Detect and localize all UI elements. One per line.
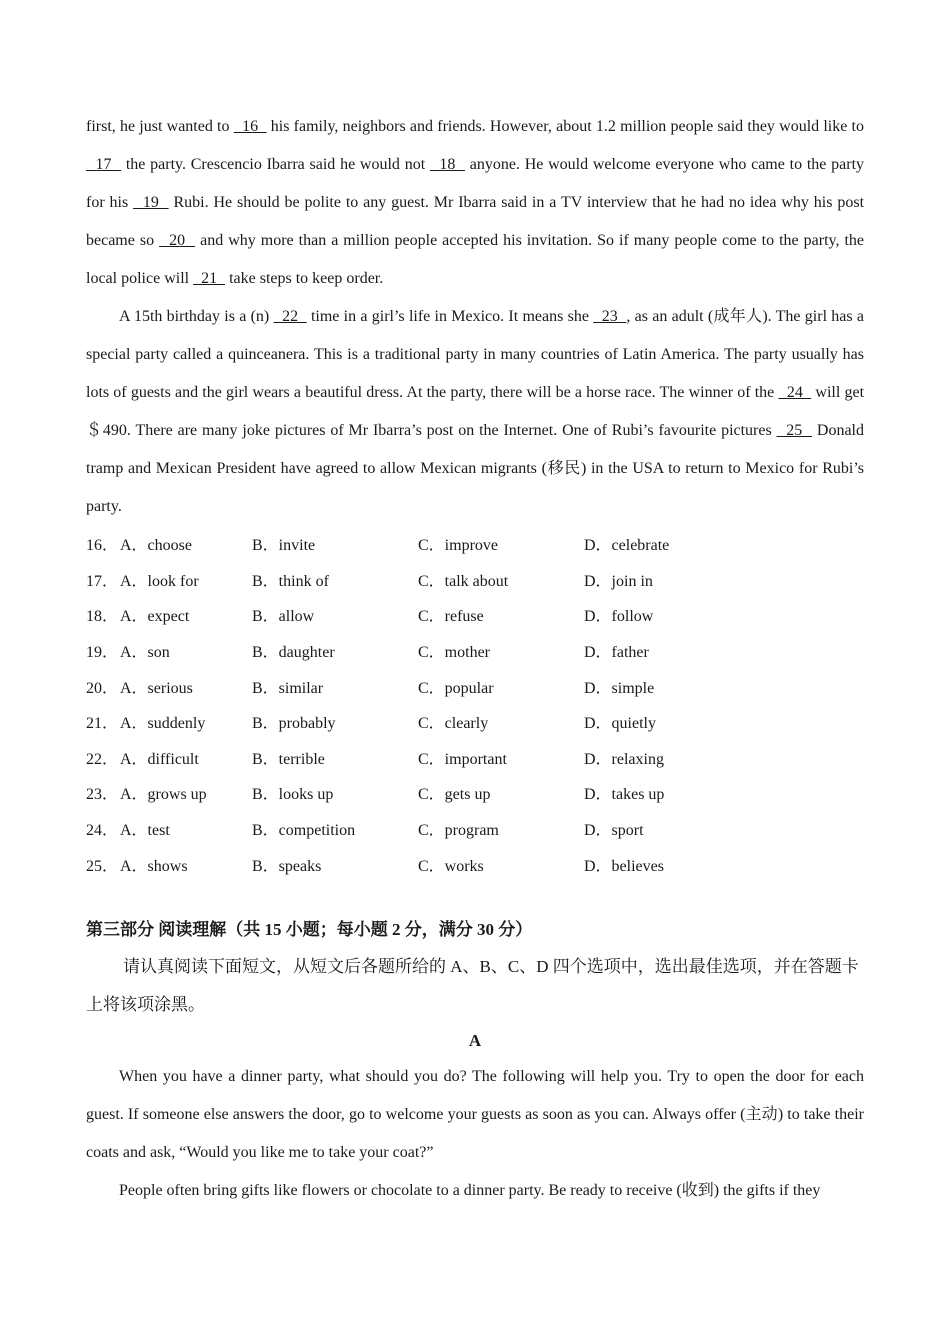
option-d: D．takes up	[584, 786, 665, 804]
passage-label: A	[468, 1030, 482, 1050]
blank-21: 21	[193, 270, 226, 287]
text: , as an adult (成年人). The girl has a special party called a quinceanera. This is a traditional party in many countries of Latin America. The party usually has lots of guests and the girl wears a beautiful dress. At the party, there will be a horse race. The winner of the	[86, 308, 865, 401]
question-row	[86, 668, 864, 704]
text: take steps to keep order.	[225, 270, 384, 287]
question-number: 21．	[86, 715, 119, 733]
question-number: 23．	[86, 786, 119, 804]
option-b: B．think of	[252, 572, 329, 590]
option-d: D．sport	[584, 822, 644, 840]
option-d: D．follow	[584, 608, 654, 626]
option-d: D．father	[584, 644, 649, 662]
option-b: B．similar	[252, 679, 324, 697]
question-number: 16．	[86, 537, 119, 555]
option-b: B．competition	[252, 822, 356, 840]
question-number: 24．	[86, 822, 119, 840]
blank-25: 25	[776, 422, 813, 439]
option-a: A．test	[120, 822, 170, 840]
section-title: 第三部分 阅读理解（共 15 小题；每小题 2 分，满分 30 分）	[86, 919, 533, 939]
passage-paragraph-2: People often bring gifts like flowers or chocolate to a dinner party. Be ready to receive (收到) the gifts if they	[119, 1181, 821, 1199]
option-d: D．quietly	[584, 715, 656, 733]
option-c: C．mother	[418, 644, 490, 662]
question-number: 18．	[86, 608, 119, 626]
text: the party. Crescencio Ibarra said he would not	[121, 156, 430, 173]
question-row	[86, 704, 864, 740]
blank-23: 23	[593, 308, 627, 325]
option-c: C．gets up	[418, 786, 491, 804]
question-number: 22．	[86, 750, 119, 768]
option-d: D．simple	[584, 679, 655, 697]
blank-18: 18	[429, 156, 465, 173]
option-a: A．suddenly	[120, 715, 206, 733]
blank-19: 19	[133, 194, 169, 211]
option-a: A．shows	[120, 857, 188, 875]
text: his family, neighbors and friends. However, about 1.2 million people said they would like to	[266, 118, 865, 135]
option-a: A．look for	[120, 572, 199, 590]
text: and why more than a million people accepted his invitation. So if many people come to the party, the local police will	[86, 232, 865, 287]
cloze-paragraph-1	[86, 108, 864, 298]
cloze-paragraph-2	[86, 298, 864, 526]
option-a: A．serious	[120, 679, 193, 697]
text: Donald tramp and Mexican President have agreed to allow Mexican migrants (移民) in the USA to return to Mexico for Rubi’s party.	[86, 422, 864, 515]
question-row	[86, 562, 864, 598]
option-c: C．refuse	[418, 608, 484, 626]
option-c: C．works	[418, 857, 484, 875]
text: anyone. He would welcome everyone who came to the party for his	[86, 156, 865, 211]
option-c: C．program	[418, 822, 499, 840]
option-a: A．son	[120, 644, 170, 662]
blank-16: 16	[233, 118, 267, 135]
question-number: 19．	[86, 644, 119, 662]
passage-paragraph-1: When you have a dinner party, what should you do? The following will help you. Try to open the door for each guest. If someone else answers the door, go to welcome your guests as soon as you can. Always offer (主动) to take their coats and ask, “Would you like me to take your coat?”	[86, 1067, 864, 1161]
question-row	[86, 740, 864, 776]
text: Rubi. He should be polite to any guest. Mr Ibarra said in a TV interview that he had no idea why his post became so	[86, 194, 865, 249]
question-row	[86, 775, 864, 811]
text: first, he just wanted to	[86, 118, 234, 135]
option-d: D．celebrate	[584, 537, 670, 555]
question-row	[86, 633, 864, 669]
option-c: C．clearly	[418, 715, 489, 733]
question-row	[86, 846, 864, 882]
blank-17: 17	[86, 156, 122, 173]
blank-20: 20	[159, 232, 196, 249]
option-b: B．probably	[252, 715, 336, 733]
document-page	[86, 108, 864, 1210]
question-row	[86, 811, 864, 847]
option-c: C．improve	[418, 537, 498, 555]
option-d: D．relaxing	[584, 750, 664, 768]
option-a: A．difficult	[120, 750, 199, 768]
question-number: 17．	[86, 572, 119, 590]
option-b: B．looks up	[252, 786, 334, 804]
option-a: A．grows up	[120, 786, 207, 804]
section-instruction: 请认真阅读下面短文，从短文后各题所给的 A、B、C、D 四个选项中，选出最佳选项，并在答题卡上将该项涂黑。	[86, 956, 859, 1014]
option-c: C．popular	[418, 679, 494, 697]
question-number: 25．	[86, 857, 119, 875]
option-b: B．daughter	[252, 644, 335, 662]
option-b: B．invite	[252, 537, 316, 555]
question-row	[86, 526, 864, 562]
option-a: A．expect	[120, 608, 190, 626]
question-list	[86, 526, 864, 882]
text: will get ＄490. There are many joke pictures of Mr Ibarra’s post on the Internet. One of Rubi’s favourite pictures	[86, 384, 865, 439]
text: time in a girl’s life in Mexico. It means she	[306, 308, 594, 325]
blank-22: 22	[273, 308, 307, 325]
option-d: D．join in	[584, 572, 653, 590]
option-b: B．terrible	[252, 750, 325, 768]
option-c: C．talk about	[418, 572, 509, 590]
option-b: B．allow	[252, 608, 315, 626]
question-row	[86, 597, 864, 633]
option-d: D．believes	[584, 857, 664, 875]
text: A 15th birthday is a (n)	[119, 308, 274, 325]
option-a: A．choose	[120, 537, 192, 555]
blank-24: 24	[778, 384, 812, 401]
question-number: 20．	[86, 679, 119, 697]
option-b: B．speaks	[252, 857, 322, 875]
option-c: C．important	[418, 750, 507, 768]
